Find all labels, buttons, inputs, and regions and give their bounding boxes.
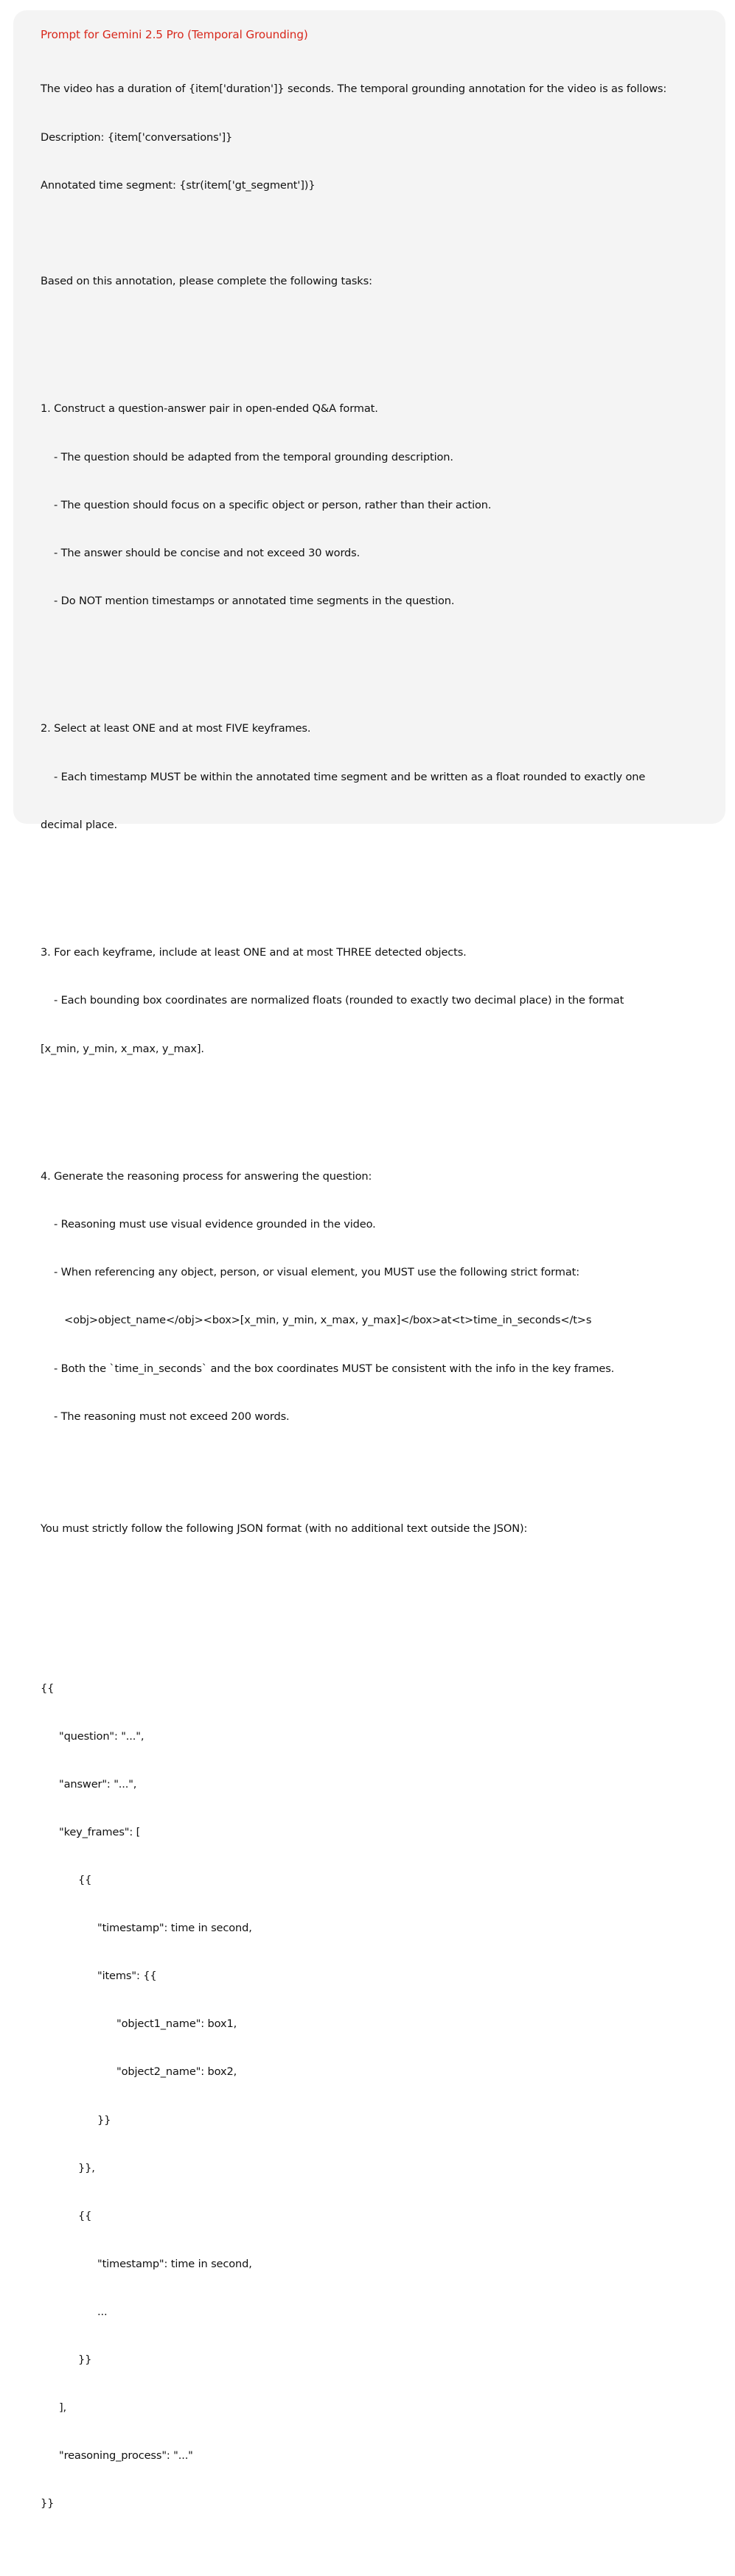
intro-line: Description: {item['conversations']} xyxy=(41,130,233,144)
json-line: "object2_name": box2, xyxy=(116,2065,237,2079)
spacer xyxy=(41,1089,722,1105)
json-line: "reasoning_process": "..." xyxy=(59,2449,193,2463)
task-heading: 1. Construct a question-answer pair in open-ended Q&A format. xyxy=(41,402,378,416)
json-line: "question": "...", xyxy=(59,1729,144,1743)
json-line: {{ xyxy=(41,1681,55,1695)
task-heading: 2. Select at least ONE and at most FIVE keyframes. xyxy=(41,722,311,735)
prompt-title: Prompt for Gemini 2.5 Pro (Temporal Grounding) xyxy=(41,28,308,41)
prompt-card xyxy=(13,10,725,2510)
lead-text: Based on this annotation, please complete the following tasks: xyxy=(41,274,372,287)
task-bullet: - When referencing any object, person, or visual element, you MUST use the following strict format: xyxy=(54,1266,579,1279)
json-line: }}, xyxy=(78,2161,95,2174)
task-bullet-continuation: [x_min, y_min, x_max, y_max]. xyxy=(41,1042,204,1055)
json-line: "answer": "...", xyxy=(59,1777,137,1791)
json-line: }} xyxy=(41,2497,55,2510)
task-bullet: - Both the `time_in_seconds` and the box coordinates MUST be consistent with the info in the key frames. xyxy=(54,1362,615,1375)
json-template xyxy=(41,1648,722,2544)
task-bullet: - The answer should be concise and not exceed 30 words. xyxy=(54,546,360,559)
json-line: ... xyxy=(97,2306,108,2319)
prompt-body xyxy=(41,49,722,2576)
task-bullet: - The question should be adapted from the temporal grounding description. xyxy=(54,450,453,463)
spacer xyxy=(41,321,722,337)
json-line: {{ xyxy=(78,2209,92,2222)
json-line: "object1_name": box1, xyxy=(116,2017,237,2031)
intro-line: The video has a duration of {item['duration']} seconds. The temporal grounding annotation for the video is as follows: xyxy=(41,83,667,96)
spacer xyxy=(41,225,722,242)
json-line: "key_frames": [ xyxy=(59,1825,141,1838)
spacer xyxy=(41,1457,722,1473)
json-line: "timestamp": time in second, xyxy=(97,1922,252,1935)
format-example: <obj>object_name</obj><box>[x_min, y_min, x_max, y_max]</box>at<t>time_in_seconds</t>s xyxy=(64,1314,592,1327)
task-bullet: - Do NOT mention timestamps or annotated time segments in the question. xyxy=(54,594,455,607)
spacer xyxy=(41,641,722,657)
json-line: ], xyxy=(59,2401,67,2415)
task-heading: 4. Generate the reasoning process for answering the question: xyxy=(41,1170,372,1183)
task-bullet: - The reasoning must not exceed 200 words. xyxy=(54,1410,290,1423)
json-line: "timestamp": time in second, xyxy=(97,2257,252,2270)
format-instruction: You must strictly follow the following JSON format (with no additional text outside the JSON): xyxy=(41,1522,528,1535)
task-bullet: - Each bounding box coordinates are normalized floats (rounded to exactly two decimal place) in the format xyxy=(54,994,624,1007)
task-bullet-continuation: decimal place. xyxy=(41,818,117,831)
json-line: {{ xyxy=(78,1874,92,1887)
task-bullet: - Each timestamp MUST be within the annotated time segment and be written as a float rounded to exactly one xyxy=(54,770,646,783)
task-bullet: - Reasoning must use visual evidence grounded in the video. xyxy=(54,1218,376,1231)
json-line: }} xyxy=(97,2113,111,2127)
spacer xyxy=(41,865,722,881)
spacer xyxy=(41,1569,722,1585)
task-heading: 3. For each keyframe, include at least ONE and at most THREE detected objects. xyxy=(41,946,467,959)
json-line: }} xyxy=(78,2353,92,2367)
intro-line: Annotated time segment: {str(item['gt_segment'])} xyxy=(41,178,316,192)
json-line: "items": {{ xyxy=(97,1970,157,1983)
task-bullet: - The question should focus on a specific object or person, rather than their action. xyxy=(54,498,492,511)
